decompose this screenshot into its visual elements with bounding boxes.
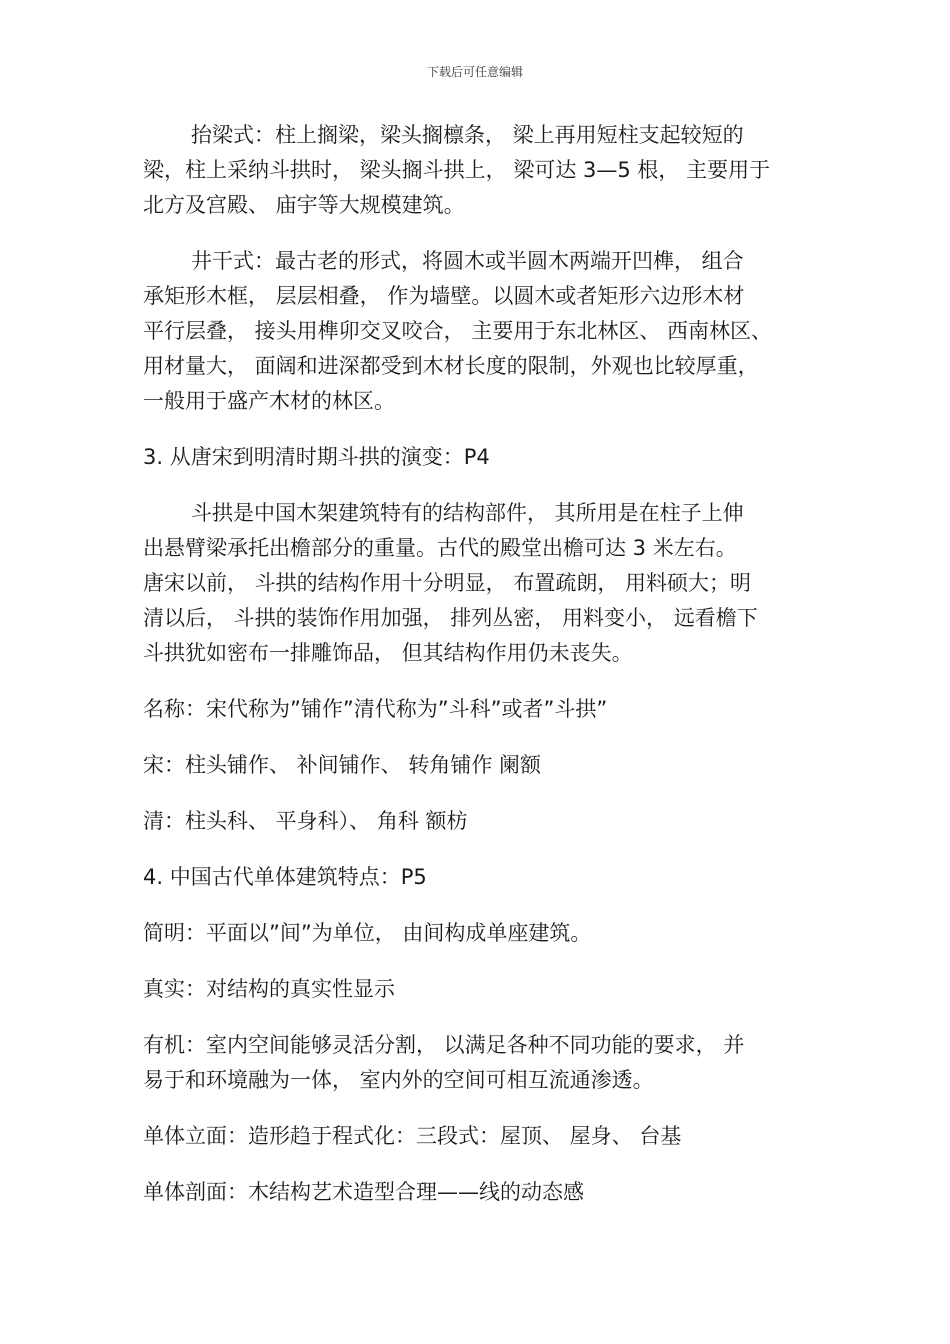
text-line: 井干式：最古老的形式，将圆木或半圆木两端开凹榫， 组合 — [191, 249, 744, 273]
text-line: 有机：室内空间能够灵活分割， 以满足各种不同功能的要求， 并 — [143, 1033, 745, 1057]
paragraph — [143, 916, 818, 951]
text-line: 用材量大， 面阔和进深都受到木材长度的限制，外观也比较厚重， — [143, 354, 759, 378]
text-line: 易于和环境融为一体， 室内外的空间可相互流通渗透。 — [143, 1068, 654, 1092]
text-line: 抬梁式：柱上搁梁，梁头搁檩条， 梁上再用短柱支起较短的 — [191, 123, 744, 147]
text-line: 北方及宫殿、 庙宇等大规模建筑。 — [143, 193, 465, 217]
text-line: 清以后， 斗拱的装饰作用加强， 排列丛密， 用料变小， 远看檐下 — [143, 606, 758, 630]
text-line: 简明：平面以”间”为单位， 由间构成单座建筑。 — [143, 921, 592, 945]
text-line: 一般用于盛产木材的林区。 — [143, 389, 395, 413]
text-line: 出悬臂梁承托出檐部分的重量。古代的殿堂出檐可达 3 米左右。 — [143, 536, 737, 560]
text-line: 3. 从唐宋到明清时期斗拱的演变：P4 — [143, 445, 490, 469]
paragraph — [143, 748, 818, 783]
page-header: 下载后可任意编辑 — [426, 65, 523, 79]
text-line: 真实：对结构的真实性显示 — [143, 977, 395, 1001]
text-line: 4. 中国古代单体建筑特点：P5 — [143, 865, 427, 889]
paragraph — [143, 692, 818, 727]
paragraph — [143, 1175, 818, 1210]
paragraph — [143, 440, 818, 475]
text-line: 单体立面：造形趋于程式化：三段式：屋顶、 屋身、 台基 — [143, 1124, 682, 1148]
text-line: 宋：柱头铺作、 补间铺作、 转角铺作 阑额 — [143, 753, 542, 777]
paragraph — [143, 972, 818, 1007]
text-line: 平行层叠， 接头用榫卯交叉咬合， 主要用于东北林区、 西南林区、 — [143, 319, 773, 343]
text-line: 名称：宋代称为”铺作”清代称为”斗科”或者”斗拱” — [143, 697, 608, 721]
document-body — [143, 118, 818, 1231]
text-line: 梁，柱上采纳斗拱时， 梁头搁斗拱上， 梁可达 3—5 根， 主要用于 — [143, 158, 771, 182]
paragraph — [143, 1119, 818, 1154]
paragraph — [143, 860, 818, 895]
text-line: 唐宋以前， 斗拱的结构作用十分明显， 布置疏朗， 用料硕大；明 — [143, 571, 752, 595]
paragraph — [143, 804, 818, 839]
text-line: 斗拱是中国木架建筑特有的结构部件， 其所用是在柱子上伸 — [191, 501, 744, 525]
paragraph — [143, 496, 818, 671]
text-line: 承矩形木框， 层层相叠， 作为墙壁。以圆木或者矩形六边形木材 — [143, 284, 745, 308]
paragraph — [143, 118, 818, 223]
paragraph — [143, 1028, 818, 1098]
text-line: 单体剖面：木结构艺术造型合理——线的动态感 — [143, 1180, 584, 1204]
paragraph — [143, 244, 818, 419]
text-line: 斗拱犹如密布一排雕饰品， 但其结构作用仍未丧失。 — [143, 641, 633, 665]
text-line: 清：柱头科、 平身科）、 角科 额枋 — [143, 809, 468, 833]
